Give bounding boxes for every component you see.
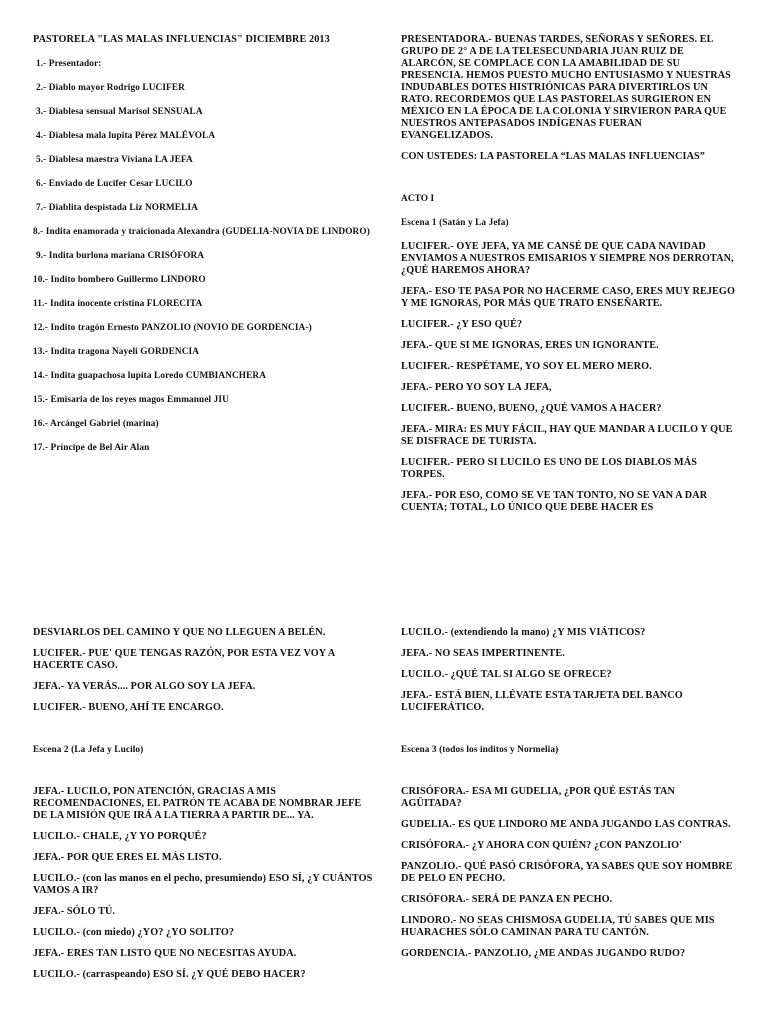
cast-item: 17.- Príncipe de Bel Air Alan: [33, 443, 150, 453]
dialogue-line: LUCILO.- (con miedo) ¿YO? ¿YO SOLITO?: [33, 927, 235, 938]
scene-three-section: [401, 627, 736, 960]
dialogue-line: LUCIFER.- OYE JEFA, YA ME CANSÉ DE QUE CADA NAVIDAD ENVIAMOS A NUESTROS EMISARIOS Y SIEMPRE NOS DERROTAN, ¿QUÉ HAREMOS AHORA?: [401, 241, 734, 276]
cast-item: 15.- Emisaria de los reyes magos Emmanuel JIU: [33, 395, 229, 405]
dialogue-line: JEFA.- ESTÁ BIEN, LLÉVATE ESTA TARJETA DEL BANCO LUCIFERÁTICO.: [401, 690, 683, 713]
scene-heading: Escena 3 (todos los inditos y Normelia): [401, 745, 559, 755]
dialogue-line: LUCIFER.- PERO SI LUCILO ES UNO DE LOS DIABLOS MÁS TORPES.: [401, 457, 697, 480]
dialogue-line: LUCILO.- CHALE, ¿Y YO PORQUÉ?: [33, 831, 207, 842]
scene-heading: Escena 1 (Satán y La Jefa): [401, 218, 509, 228]
cast-item: 1.- Presentador:: [36, 59, 102, 69]
cast-item: 8.- Indita enamorada y traicionada Alexandra (GUDELIA-NOVIA DE LINDORO): [33, 227, 370, 237]
dialogue-line: LINDORO.- NO SEAS CHISMOSA GUDELIA, TÚ SABES QUE MIS HUARACHES SÓLO CAMINAN PARA TU CANTÓN.: [401, 915, 715, 938]
dialogue-line: LUCILO.- ¿QUÉ TAL SI ALGO SE OFRECE?: [401, 669, 612, 680]
dialogue-line: LUCILO.- (con las manos en el pecho, presumiendo) ESO SÍ, ¿Y CUÁNTOS VAMOS A IR?: [33, 873, 373, 896]
dialogue-line: CRISÓFORA.- ¿Y AHORA CON QUIÉN? ¿CON PANZOLIO': [401, 840, 683, 851]
act-heading: ACTO I: [401, 194, 435, 204]
cast-item: 12.- Indito tragón Ernesto PANZOLIO (NOVIO DE GORDENCIA-): [33, 323, 312, 333]
dialogue-line: DESVIARLOS DEL CAMINO Y QUE NO LLEGUEN A BELÉN.: [33, 627, 326, 638]
cast-item: 11.- Indita inocente cristina FLORECITA: [33, 299, 203, 309]
document-title: PASTORELA "LAS MALAS INFLUENCIAS" DICIEMBRE 2013: [33, 34, 330, 45]
dialogue-line: JEFA.- LUCILO, PON ATENCIÓN, GRACIAS A MIS RECOMENDACIONES, EL PATRÓN TE ACABA DE NOMBRAR JEFE DE LA MISIÓN QUE IRÁ A LA TIERRA A PARTIR DE... YA.: [33, 786, 362, 821]
dialogue-line: GUDELIA.- ES QUE LINDORO ME ANDA JUGANDO LAS CONTRAS.: [401, 819, 731, 830]
dialogue-line: LUCIFER.- BUENO, AHÍ TE ENCARGO.: [33, 702, 224, 713]
dialogue-line: GORDENCIA.- PANZOLIO, ¿ME ANDAS JUGANDO RUDO?: [401, 948, 686, 959]
dialogue-line: JEFA.- ERES TAN LISTO QUE NO NECESITAS AYUDA.: [33, 948, 297, 959]
dialogue-line: CRISÓFORA.- ESA MI GUDELIA, ¿POR QUÉ ESTÁS TAN AGÜITADA?: [401, 786, 675, 809]
presenter-speech: PRESENTADORA.- BUENAS TARDES, SEÑORAS Y SEÑORES. EL GRUPO DE 2° A DE LA TELESECUNDARIA JUAN RUIZ DE ALARCÓN, SE COMPLACE CON LA AMABILIDAD DE SU PRESENCIA. HEMOS PUESTO MUCHO ENTUSIASMO Y NUESTRAS INDUDABLES DOTES HISTRIÓNICAS PARA DIVERTIRLOS UN RATO. RECORDEMOS QUE LAS PASTORELAS SURGIERON EN MÉXICO EN LA ÉPOCA DE LA COLONIA Y SIRVIERON PARA QUE NUESTROS ANTEPASADOS INDÍGENAS FUERAN EVANGELIZADOS.: [401, 34, 731, 141]
dialogue-line: LUCIFER.- RESPÉTAME, YO SOY EL MERO MERO.: [401, 361, 652, 372]
dialogue-line: JEFA.- PERO YO SOY LA JEFA,: [401, 382, 552, 393]
cast-list: [33, 58, 378, 454]
dialogue-line: LUCIFER.- BUENO, BUENO, ¿QUÉ VAMOS A HACER?: [401, 403, 662, 414]
cast-section: [33, 34, 378, 454]
cast-item: 4.- Diablesa mala lupita Pérez MALÉVOLA: [36, 131, 216, 141]
cast-item: 10.- Indito bombero Guillermo LINDORO: [33, 275, 206, 285]
cast-item: 9.- Indita burlona mariana CRISÓFORA: [36, 251, 205, 261]
presentation-line: CON USTEDES: LA PASTORELA “LAS MALAS INFLUENCIAS”: [401, 151, 705, 162]
dialogue-line: CRISÓFORA.- SERÁ DE PANZA EN PECHO.: [401, 894, 613, 905]
scene-heading: Escena 2 (La Jefa y Lucilo): [33, 745, 144, 755]
dialogue-line: PANZOLIO.- QUÉ PASÓ CRISÓFORA, YA SABES QUE SOY HOMBRE DE PELO EN PECHO.: [401, 861, 733, 884]
intro-section: [401, 34, 736, 514]
dialogue-line: LUCIFER.- PUE' QUE TENGAS RAZÓN, POR ESTA VEZ VOY A HACERTE CASO.: [33, 648, 335, 671]
dialogue-line: LUCIFER.- ¿Y ESO QUÉ?: [401, 319, 523, 330]
dialogue-line: JEFA.- NO SEAS IMPERTINENTE.: [401, 648, 565, 659]
dialogue-line: LUCILO.- (extendiendo la mano) ¿Y MIS VIÁTICOS?: [401, 627, 646, 638]
cast-item: 5.- Diablesa maestra Viviana LA JEFA: [36, 155, 193, 165]
dialogue-line: JEFA.- POR ESO, COMO SE VE TAN TONTO, NO SE VAN A DAR CUENTA; TOTAL, LO ÚNICO QUE DEBE HACER ES: [401, 490, 708, 513]
cast-item: 14.- Indita guapachosa lupita Loredo CUMBIANCHERA: [33, 371, 267, 381]
cast-item: 6.- Enviado de Lucifer Cesar LUCILO: [36, 179, 193, 189]
cast-item: 2.- Diablo mayor Rodrigo LUCIFER: [36, 83, 185, 93]
dialogue-line: JEFA.- SÓLO TÚ.: [33, 906, 116, 917]
dialogue-line: JEFA.- YA VERÁS.... POR ALGO SOY LA JEFA.: [33, 681, 256, 692]
dialogue-line: JEFA.- ESO TE PASA POR NO HACERME CASO, ERES MUY REJEGO Y ME IGNORAS, POR MÁS QUE TRATO ENSEÑARTE.: [401, 286, 735, 309]
cast-item: 16.- Arcángel Gabriel (marina): [33, 419, 159, 429]
dialogue-line: JEFA.- QUE SI ME IGNORAS, ERES UN IGNORANTE.: [401, 340, 659, 351]
dialogue-line: JEFA.- POR QUE ERES EL MÁS LISTO.: [33, 852, 222, 863]
cast-item: 3.- Diablesa sensual Marisol SENSUALA: [36, 107, 203, 117]
cast-item: 7.- Diablita despistada Liz NORMELIA: [36, 203, 198, 213]
dialogue-line: LUCILO.- (carraspeando) ESO SÍ. ¿Y QUÉ DEBO HACER?: [33, 969, 306, 980]
scene-two-section: [33, 627, 373, 981]
dialogue-line: JEFA.- MIRA: ES MUY FÁCIL, HAY QUE MANDAR A LUCILO Y QUE SE DISFRACE DE TURISTA.: [401, 424, 733, 447]
cast-item: 13.- Indita tragona Nayeli GORDENCIA: [33, 347, 200, 357]
